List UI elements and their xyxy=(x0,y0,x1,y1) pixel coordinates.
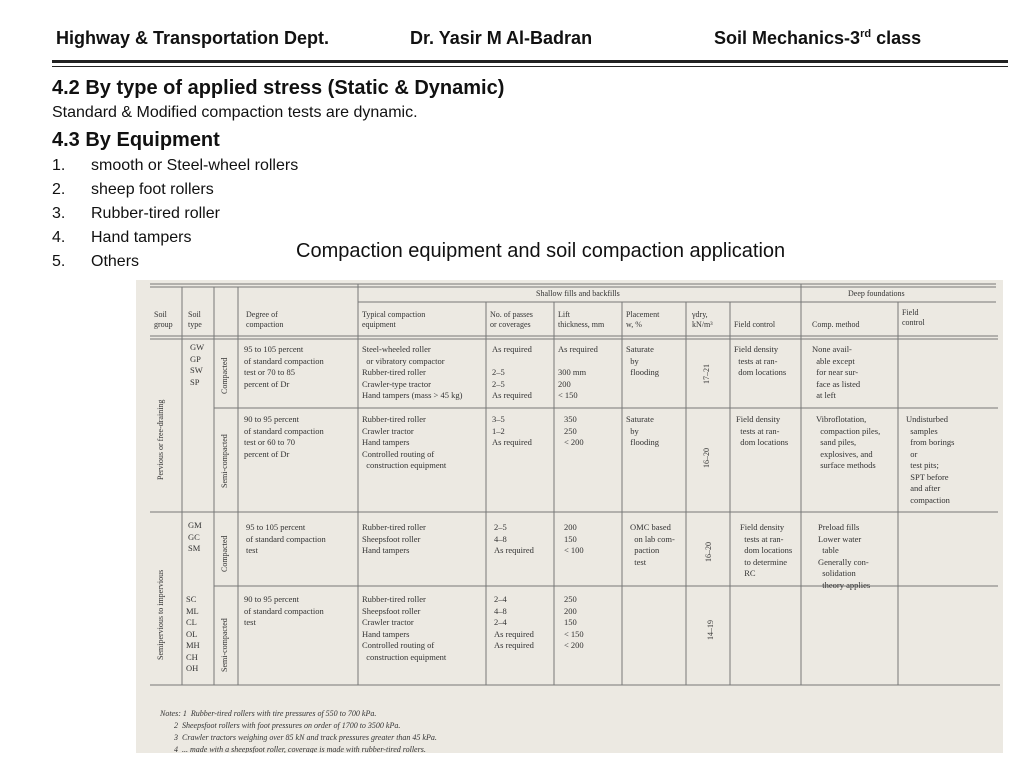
compaction-table xyxy=(136,280,1003,753)
list-label: Hand tampers xyxy=(91,229,192,246)
density-row4: 14–19 xyxy=(706,620,715,640)
soil-types-row1: GW GP SW SP xyxy=(190,342,205,387)
course-suffix: class xyxy=(871,28,922,48)
slide-header xyxy=(0,28,1024,54)
section-4-2-heading: 4.2 By type of applied stress (Static & Dynamic) xyxy=(52,77,505,99)
compacted-label: Compacted xyxy=(220,357,229,394)
soil-type-header: Soil type xyxy=(188,310,202,329)
list-label: sheep foot rollers xyxy=(91,181,214,198)
compaction-table-photo xyxy=(136,280,1003,753)
degree-row2: 90 to 95 percent of standard compaction test or 60 to 70 percent of Dr xyxy=(244,414,324,459)
semipervious-side-label: Semipervious to impervious xyxy=(156,569,165,660)
author-label: Dr. Yasir M Al-Badran xyxy=(410,28,593,48)
equipment-row1: Steel-wheeled roller or vibratory compactor Rubber-tired roller Crawler-type tractor Hand tampers (mass > 45 kg) xyxy=(362,344,463,400)
deep-method-row1: None avail- able except for near sur- face as listed at left xyxy=(812,344,861,400)
degree-row1: 95 to 105 percent of standard compaction test or 70 to 85 percent of Dr xyxy=(244,344,324,389)
placement-row2: Saturate by flooding xyxy=(626,414,660,447)
passes-row4: 2–4 4–8 2–4 As required As required xyxy=(494,594,534,650)
degree-row4: 90 to 95 percent of standard compaction test xyxy=(244,594,324,627)
field-control-row1: Field density tests at ran- dom locations xyxy=(734,344,787,377)
degree-row3: 95 to 105 percent of standard compaction test xyxy=(246,522,326,555)
course-superscript: rd xyxy=(860,28,872,40)
density-row2: 16–20 xyxy=(702,448,711,468)
table-notes: Notes: 1 Rubber-tired rollers with tire pressures of 550 to 700 kPa. 2 Sheepsfoot rollers with foot pressures on order of 1700 to 3500 kPa. 3 Crawler tractors weighing over 85 kN and track pressures greater than 45 kPa. 4 ... made with a sheepsfoot roller, coverage is made with rubber-tired rollers. xyxy=(160,709,437,753)
passes-row3: 2–5 4–8 As required xyxy=(494,522,534,555)
section-4-3-heading: 4.3 By Equipment xyxy=(52,129,220,151)
equipment-row2: Rubber-tired roller Crawler tractor Hand tampers Controlled routing of construction equipment xyxy=(362,414,447,470)
list-item xyxy=(52,178,612,202)
passes-row2: 3–5 1–2 As required xyxy=(492,414,532,447)
list-number: 4. xyxy=(52,229,66,246)
soil-types-row3: GM GC SM xyxy=(188,520,202,553)
comp-method-header: Comp. method xyxy=(812,320,860,329)
list-number: 5. xyxy=(52,253,66,270)
density-header: γdry, kN/m³ xyxy=(692,310,713,329)
soil-group-header: Soil group xyxy=(154,310,173,329)
degree-header: Degree of compaction xyxy=(246,310,284,329)
equipment-row3: Rubber-tired roller Sheepsfoot roller Hand tampers xyxy=(362,522,426,555)
deep-foundations-header: Deep foundations xyxy=(848,289,905,298)
list-number: 3. xyxy=(52,205,66,222)
lift-row4: 250 200 150 < 150 < 200 xyxy=(564,594,584,650)
deep-field-control-header: Field control xyxy=(902,308,925,327)
field-control-header: Field control xyxy=(734,320,776,329)
placement-row3: OMC based on lab com- paction test xyxy=(630,522,675,567)
semi-compacted-label: Semi-compacted xyxy=(220,434,229,488)
density-row3: 16–20 xyxy=(704,542,713,562)
placement-row1: Saturate by flooding xyxy=(626,344,660,377)
density-row1: 17–21 xyxy=(702,364,711,384)
list-number: 1. xyxy=(52,157,66,174)
lift-header: Lift thickness, mm xyxy=(558,310,605,329)
table-caption: Compaction equipment and soil compaction application xyxy=(296,240,786,262)
shallow-fills-header: Shallow fills and backfills xyxy=(536,289,620,298)
section-4-2-text: Standard & Modified compaction tests are dynamic. xyxy=(52,104,418,121)
header-rule-thick xyxy=(52,60,1008,63)
course-label xyxy=(714,28,921,49)
placement-header: Placement w, % xyxy=(626,310,660,329)
soil-types-row4: SC ML CL OL MH CH OH xyxy=(186,594,200,673)
deep-method-row2: Vibroflotation, compaction piles, sand piles, explosives, and surface methods xyxy=(816,414,881,470)
list-item xyxy=(52,202,612,226)
lift-row3: 200 150 < 100 xyxy=(564,522,584,555)
course-prefix: Soil Mechanics-3 xyxy=(714,28,861,48)
list-label: Others xyxy=(91,253,140,270)
lift-row1: As required 300 mm 200 < 150 xyxy=(558,344,598,400)
department-label: Highway & Transportation Dept. xyxy=(56,28,330,48)
equipment-header: Typical compaction equipment xyxy=(362,310,426,329)
field-control-row2: Field density tests at ran- dom locations xyxy=(736,414,789,447)
passes-row1: As required 2–5 2–5 As required xyxy=(492,344,532,400)
equipment-row4: Rubber-tired roller Sheepsfoot roller Crawler tractor Hand tampers Controlled routing of construction equipment xyxy=(362,594,447,662)
list-label: Rubber-tired roller xyxy=(91,205,220,222)
deep-field-control-row2: Undisturbed samples from borings or test pits; SPT before and after compaction xyxy=(906,414,955,505)
semi-compacted-label: Semi-compacted xyxy=(220,618,229,672)
header-rule-thin xyxy=(52,66,1008,67)
list-number: 2. xyxy=(52,181,66,198)
field-control-row3: Field density tests at ran- dom locations to determine RC xyxy=(740,522,793,578)
pervious-side-label: Pervious or free-draining xyxy=(156,399,165,480)
passes-header: No. of passes or coverages xyxy=(490,310,533,329)
compacted-label: Compacted xyxy=(220,535,229,572)
deep-method-row3: Preload fills Lower water table Generally con- solidation theory applies xyxy=(818,522,871,590)
list-item xyxy=(52,154,612,178)
list-label: smooth or Steel-wheel rollers xyxy=(91,157,299,174)
lift-row2: 350 250 < 200 xyxy=(564,414,584,447)
